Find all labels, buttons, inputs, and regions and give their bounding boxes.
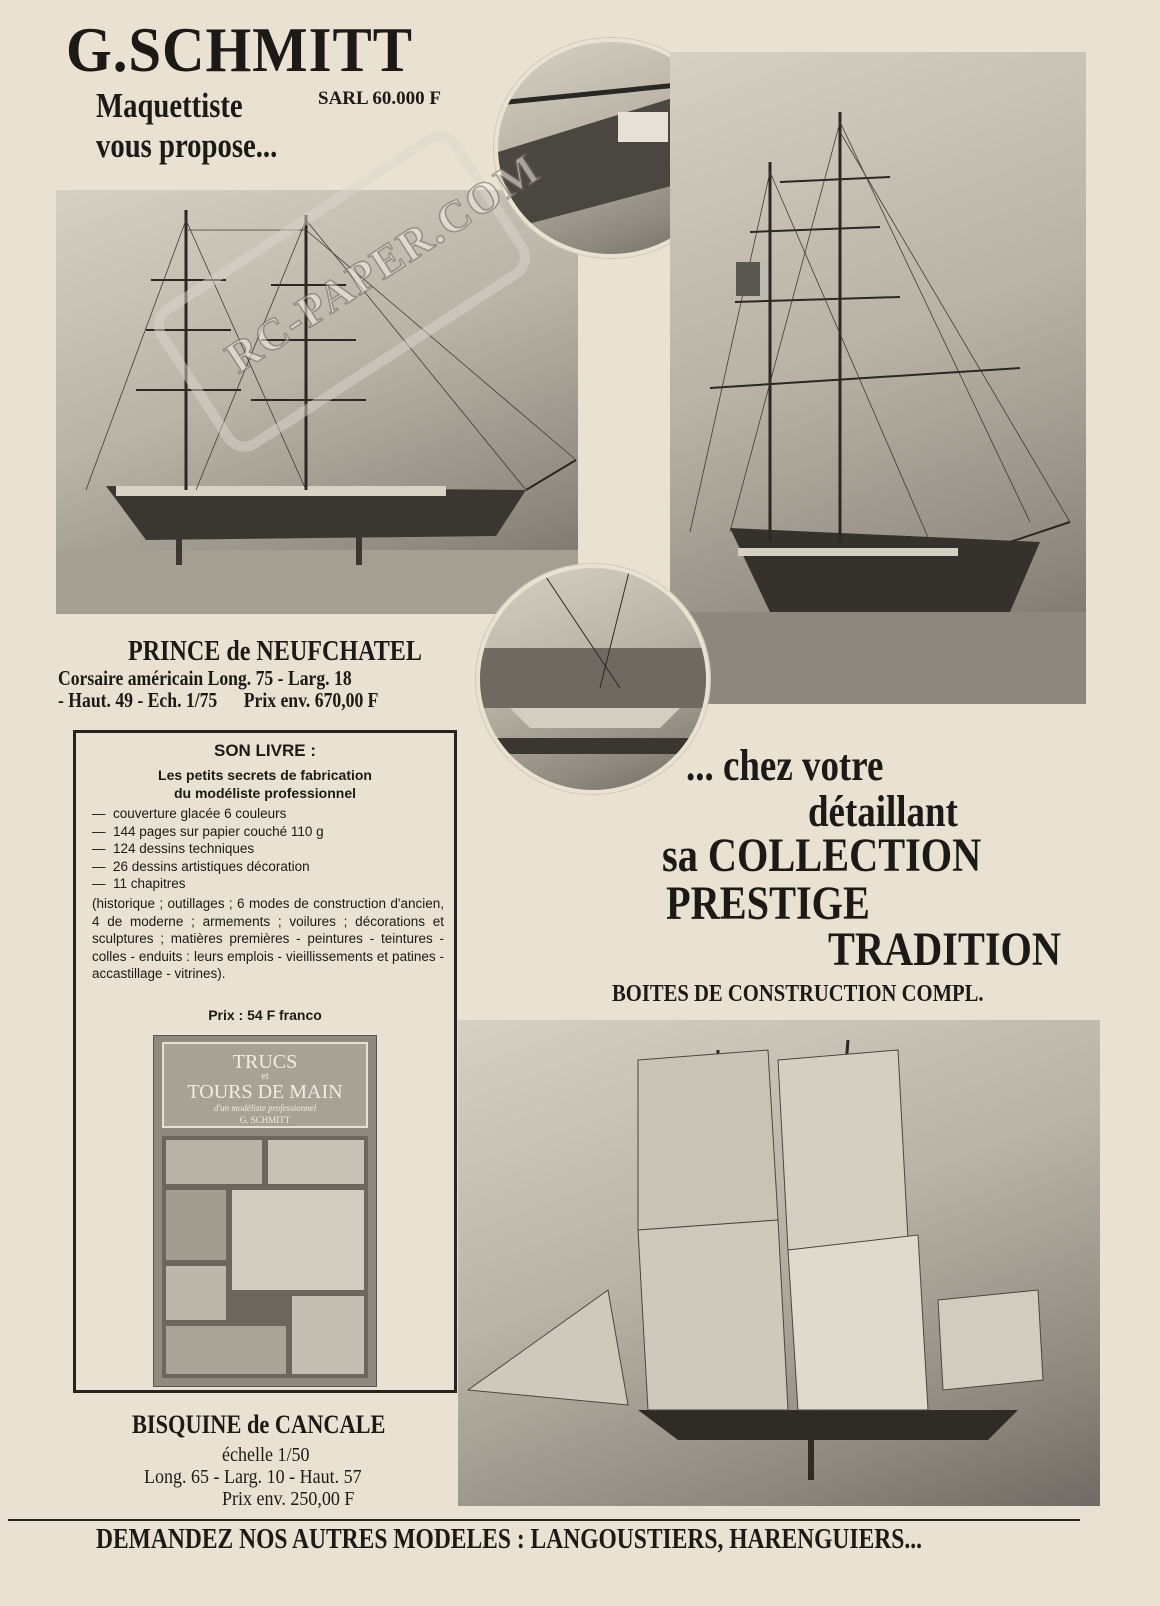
book-subtitle-2: du modéliste professionnel xyxy=(173,785,357,801)
boat-detail-photo xyxy=(476,564,710,794)
book-feature: — 26 dessins artistiques décoration xyxy=(92,858,442,876)
slogan-line6: BOITES DE CONSTRUCTION COMPL. xyxy=(612,981,984,1007)
book-heading: SON LIVRE : xyxy=(213,741,316,760)
book-feature-list xyxy=(92,805,442,893)
book-cover-title1: TRUCS xyxy=(232,1051,298,1073)
product1-title: PRINCE de NEUFCHATEL xyxy=(128,636,422,667)
brand-subtitle-2: vous propose... xyxy=(96,126,278,165)
book-cover-subtitle: d'un modéliste professionnel xyxy=(213,1103,317,1113)
brig-collection-photo xyxy=(670,52,1086,704)
product2-price: Prix env. 250,00 F xyxy=(222,1488,355,1510)
book-subtitle-1: Les petits secrets de fabrication xyxy=(158,767,372,783)
brand-legal: SARL 60.000 F xyxy=(318,88,441,109)
slogan-line5: TRADITION xyxy=(828,923,1062,976)
book-cover-title2: TOURS DE MAIN xyxy=(187,1081,343,1103)
slogan-line1: ... chez votre xyxy=(686,741,884,790)
book-cover-image xyxy=(153,1035,377,1387)
book-promo-box xyxy=(73,730,457,1393)
book-cover-photo-collage xyxy=(162,1136,368,1378)
footer-tagline: DEMANDEZ NOS AUTRES MODELES : LANGOUSTIERS, HARENGUIERS... xyxy=(96,1524,922,1555)
book-feature: — 144 pages sur papier couché 110 g xyxy=(92,823,442,841)
slogan-line3: sa COLLECTION xyxy=(662,829,982,882)
brand-title: G.SCHMITT xyxy=(66,14,413,85)
watermark-text: RC-PAPER.COM xyxy=(217,143,550,383)
product2-title: BISQUINE de CANCALE xyxy=(132,1410,386,1439)
product2-dimensions: Long. 65 - Larg. 10 - Haut. 57 xyxy=(144,1466,362,1488)
product2-scale: échelle 1/50 xyxy=(222,1444,310,1466)
slogan-line4: PRESTIGE xyxy=(666,877,870,930)
book-cover-title-et: et xyxy=(261,1071,269,1082)
footer-divider xyxy=(8,1519,1080,1521)
book-cover-title-frame xyxy=(162,1042,368,1128)
product1-specs-line1: Corsaire américain Long. 75 - Larg. 18 xyxy=(58,666,352,690)
book-price: Prix : 54 F franco xyxy=(208,1007,322,1023)
slogan-line2: détaillant xyxy=(808,787,958,836)
product1-specs-line2: - Haut. 49 - Ech. 1/75 Prix env. 670,00 F xyxy=(58,688,379,712)
book-description: (historique ; outillages ; 6 modes de construction d'ancien, 4 de moderne ; armements ; voilures ; décorations et sculptures ; matières premières - peintures - teintures - colles - enduits : leurs emplois - vieillissements et patines - accastillage - vitrines). xyxy=(92,896,444,982)
book-cover-author: G. SCHMITT xyxy=(239,1115,291,1125)
book-feature: — 124 dessins techniques xyxy=(92,840,442,858)
book-feature: — couverture glacée 6 couleurs xyxy=(92,805,442,823)
bisquine-de-cancale-photo xyxy=(458,1020,1100,1506)
brand-subtitle-1: Maquettiste xyxy=(96,86,243,125)
book-feature: — 11 chapitres xyxy=(92,875,442,893)
